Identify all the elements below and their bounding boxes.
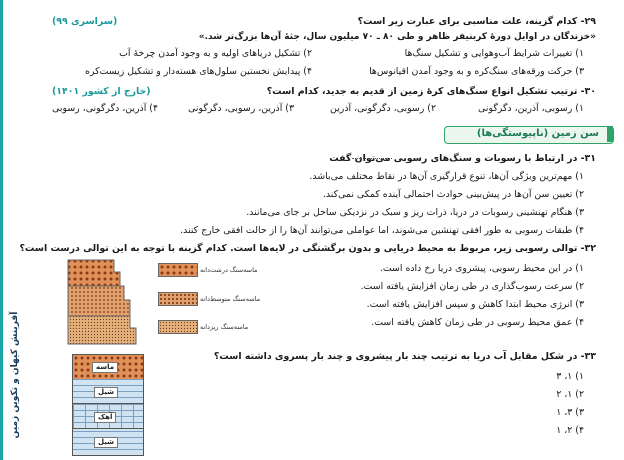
q31-option-1[interactable]: ۱) مهم‌ترین ویژگی آن‌ها، تنوع قرارگیری آن‌ها در نقاط مختلف می‌باشد. (309, 171, 584, 182)
q30-option-2[interactable]: ۲) رسوبی، دگرگونی، آذرین (330, 103, 436, 114)
q29-stem: ۲۹- کدام گزینه، علت مناسبی برای عبارت زیر است؟ (357, 16, 596, 27)
q33-option-4[interactable]: ۴) ۲، ۱ (556, 425, 584, 436)
q31-stem: ۳۱- در ارتباط با رسوبات و سنگ‌های رسوبی می‌توان گفت (329, 153, 596, 164)
q33-option-3[interactable]: ۳) ۳، ۱ (556, 407, 584, 418)
sidebar-strip (0, 0, 3, 460)
q29-option-4[interactable]: ۴) پیدایش نخستین سلول‌های هسته‌دار و تشکیل زیست‌کره (85, 66, 312, 77)
heading-bar (607, 126, 613, 142)
layer-shale-upper-label: شیل (94, 387, 118, 398)
q30-source: (خارج از کشور ۱۴۰۱) (52, 86, 151, 97)
sandstone-column (66, 258, 138, 346)
q33-option-1[interactable]: ۱) ۱، ۳ (556, 371, 584, 382)
q30-option-4[interactable]: ۴) آذرین، دگرگونی، رسوبی (52, 103, 158, 114)
q29-option-1[interactable]: ۱) تغییرات شرایط آب‌وهوایی و تشکیل سنگ‌ها (404, 48, 584, 59)
layer-shale-lower-label: شیل (94, 437, 118, 448)
section-heading-text: سن زمین (ناپیوستگی‌ها) (476, 128, 599, 139)
q29-source: (سراسری ۹۹) (52, 16, 118, 27)
q31-option-4[interactable]: ۴) طبقات رسوبی به طور افقی تهنشین می‌شوند، اما عواملی می‌توانند آن‌ها را از حالت افقی خارج کنند. (180, 225, 584, 236)
q29-option-2[interactable]: ۲) تشکیل دریاهای اولیه و به وجود آمدن چرخهٔ آب (119, 48, 312, 59)
legend-coarse-swatch (158, 263, 198, 277)
column-coarse-layer (68, 260, 120, 286)
legend-medium-swatch (158, 292, 198, 306)
q29-option-3[interactable]: ۳) حرکت ورقه‌های سنگ‌کره و به وجود آمدن اقیانوس‌ها (369, 66, 584, 77)
q32-stem: ۳۲- توالی رسوبی زیر، مربوط به محیط دریایی و بدون برگشتگی در لایه‌ها است. کدام گزینه با توجه به این توالی درست است؟ (19, 243, 596, 254)
legend-fine-swatch (158, 320, 198, 334)
layer-limestone-label: آهک (94, 412, 116, 423)
q32-option-1[interactable]: ۱) در این محیط رسوبی، پیشروی دریا رخ داده است. (379, 263, 584, 274)
q30-option-1[interactable]: ۱) رسوبی، آذرین، دگرگونی (478, 103, 584, 114)
q33-option-2[interactable]: ۲) ۱، ۲ (556, 389, 584, 400)
q32-option-3[interactable]: ۳) انرژی محیط ابتدا کاهش و سپس افزایش یافته است. (366, 299, 584, 310)
q32-option-4[interactable]: ۴) عمق محیط رسوبی در طی زمان کاهش یافته است. (371, 317, 584, 328)
chapter-sidebar (0, 0, 22, 460)
section-heading (444, 126, 614, 144)
q32-option-2[interactable]: ۲) سرعت رسوب‌گذاری در طی زمان افزایش یافته است. (360, 281, 584, 292)
q30-option-3[interactable]: ۳) آذرین، رسوبی، دگرگونی (188, 103, 294, 114)
q33-stem: ۳۳- در شکل مقابل آب دریا به ترتیب چند بار پیشروی و چند بار پسروی داشته است؟ (213, 351, 596, 362)
legend-fine-label: ماسه‌سنگ ریزدانه (200, 323, 249, 331)
q31-blank (352, 158, 392, 159)
legend-coarse-label: ماسه‌سنگ درشت‌دانه (200, 266, 258, 274)
q31-option-3[interactable]: ۳) هنگام تهنشینی رسوبات در دریا، ذرات ریز و سبک در نزدیکی ساحل بر جای می‌مانند. (246, 207, 584, 218)
sidebar-title: آفرینش کیهان و تکوین زمین (10, 311, 20, 439)
layer-sand-label: ماسه (92, 362, 118, 373)
column-fine-layer (68, 316, 136, 344)
q29-quote: «خزندگان در اوایل دورهٔ کربنیفر ظاهر و طی ۸۰ ـ ۷۰ میلیون سال، جثهٔ آن‌ها بزرگ‌تر شد.» (198, 32, 596, 42)
column-medium-layer (68, 286, 130, 316)
legend-medium-label: ماسه‌سنگ متوسط‌دانه (200, 295, 261, 303)
q31-option-2[interactable]: ۲) تعیین سن آن‌ها در پیش‌بینی حوادث احتمالی آینده کمکی نمی‌کند. (322, 189, 584, 200)
q30-stem: ۳۰- ترتیب تشکیل انواع سنگ‌های کرهٔ زمین از قدیم به جدید، کدام است؟ (266, 86, 596, 97)
